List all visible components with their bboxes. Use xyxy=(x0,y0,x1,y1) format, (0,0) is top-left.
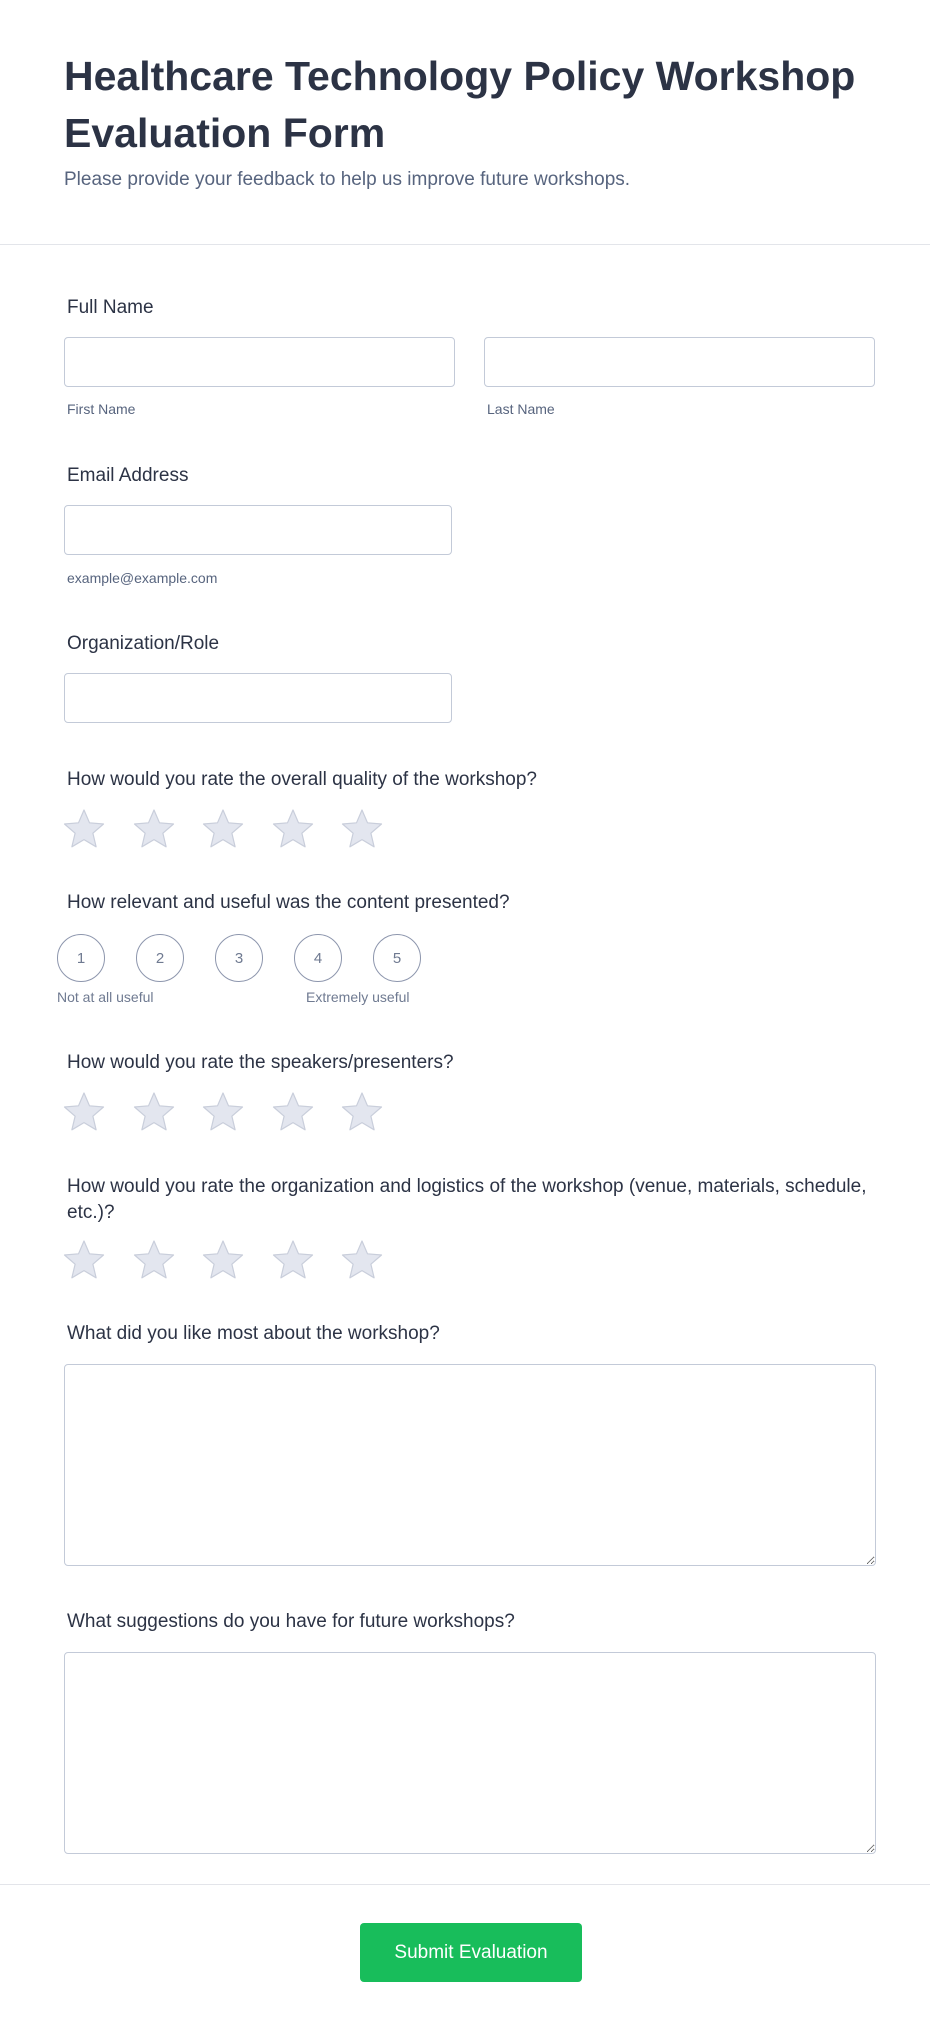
submit-button[interactable]: Submit Evaluation xyxy=(360,1923,582,1982)
first-name-sublabel: First Name xyxy=(67,401,136,417)
email-sublabel: example@example.com xyxy=(67,570,218,586)
scale-option-4[interactable]: 4 xyxy=(294,934,342,982)
star-icon[interactable] xyxy=(132,1238,176,1282)
star-icon[interactable] xyxy=(62,807,106,851)
logistics-rating[interactable] xyxy=(62,1238,410,1282)
scale-low-label: Not at all useful xyxy=(57,989,154,1005)
organization-label: Organization/Role xyxy=(67,633,220,654)
first-name-input[interactable] xyxy=(64,337,455,387)
scale-option-5[interactable]: 5 xyxy=(373,934,421,982)
star-icon[interactable] xyxy=(132,807,176,851)
star-icon[interactable] xyxy=(271,1090,315,1134)
email-input[interactable] xyxy=(64,505,452,555)
star-icon[interactable] xyxy=(340,1238,384,1282)
full-name-label: Full Name xyxy=(67,297,154,318)
last-name-sublabel: Last Name xyxy=(487,401,555,417)
star-icon[interactable] xyxy=(62,1238,106,1282)
scale-option-3[interactable]: 3 xyxy=(215,934,263,982)
liked-most-textarea[interactable] xyxy=(64,1364,876,1566)
star-icon[interactable] xyxy=(62,1090,106,1134)
organization-input[interactable] xyxy=(64,673,452,723)
content-relevance-scale[interactable] xyxy=(57,934,452,982)
star-icon[interactable] xyxy=(340,807,384,851)
star-icon[interactable] xyxy=(340,1090,384,1134)
speakers-label: How would you rate the speakers/presenters? xyxy=(67,1052,454,1073)
star-icon[interactable] xyxy=(201,1090,245,1134)
last-name-input[interactable] xyxy=(484,337,875,387)
star-icon[interactable] xyxy=(201,1238,245,1282)
speakers-rating[interactable] xyxy=(62,1090,410,1134)
scale-option-1[interactable]: 1 xyxy=(57,934,105,982)
email-label: Email Address xyxy=(67,465,189,486)
form-header xyxy=(0,0,930,245)
star-icon[interactable] xyxy=(201,807,245,851)
overall-quality-label: How would you rate the overall quality of the workshop? xyxy=(67,769,537,790)
liked-most-label: What did you like most about the workshop? xyxy=(67,1323,440,1344)
scale-option-2[interactable]: 2 xyxy=(136,934,184,982)
logistics-label: How would you rate the organization and logistics of the workshop (venue, materials, schedule, etc.)? xyxy=(67,1176,867,1223)
overall-quality-rating[interactable] xyxy=(62,807,410,851)
form-subtitle: Please provide your feedback to help us improve future workshops. xyxy=(64,169,631,190)
content-relevance-label: How relevant and useful was the content presented? xyxy=(67,892,510,913)
form-title: Healthcare Technology Policy Workshop Evaluation Form xyxy=(64,53,856,156)
star-icon[interactable] xyxy=(271,1238,315,1282)
suggestions-textarea[interactable] xyxy=(64,1652,876,1854)
suggestions-label: What suggestions do you have for future workshops? xyxy=(67,1611,515,1632)
star-icon[interactable] xyxy=(271,807,315,851)
scale-high-label: Extremely useful xyxy=(306,989,410,1005)
star-icon[interactable] xyxy=(132,1090,176,1134)
